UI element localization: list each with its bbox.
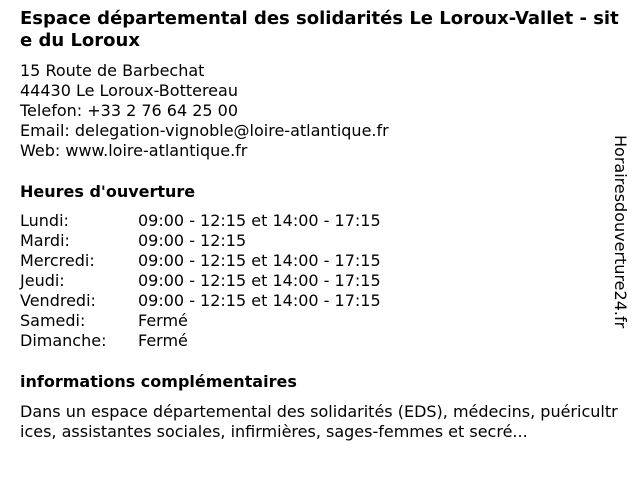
- day-label: Vendredi:: [20, 291, 96, 310]
- city-address: 44430 Le Loroux-Bottereau: [20, 81, 238, 100]
- day-label: Lundi:: [20, 211, 69, 230]
- website: Web: www.loire-atlantique.fr: [20, 141, 248, 160]
- business-info-card: [20, 0, 620, 442]
- address-block: [20, 61, 620, 161]
- opening-time: 09:00 - 12:15: [138, 231, 247, 250]
- day-label: Samedi:: [20, 311, 86, 330]
- hours-heading: Heures d'ouverture: [20, 182, 196, 201]
- opening-time: 09:00 - 12:15 et 14:00 - 17:15: [138, 251, 381, 270]
- opening-time: 09:00 - 12:15 et 14:00 - 17:15: [138, 291, 381, 310]
- street-address: 15 Route de Barbechat: [20, 61, 205, 80]
- site-watermark: Horairesdouverture24.fr: [611, 135, 630, 329]
- opening-time: Fermé: [138, 311, 188, 330]
- info-heading: informations complémentaires: [20, 372, 297, 391]
- day-label: Jeudi:: [20, 271, 65, 290]
- opening-time: 09:00 - 12:15 et 14:00 - 17:15: [138, 271, 381, 290]
- day-label: Mardi:: [20, 231, 70, 250]
- hours-row-tuesday: [20, 231, 620, 251]
- phone-number: Telefon: +33 2 76 64 25 00: [20, 101, 239, 120]
- hours-row-sunday: [20, 331, 620, 351]
- opening-time: Fermé: [138, 331, 188, 350]
- hours-row-friday: [20, 291, 620, 311]
- opening-time: 09:00 - 12:15 et 14:00 - 17:15: [138, 211, 381, 230]
- day-label: Mercredi:: [20, 251, 95, 270]
- email-address: Email: delegation-vignoble@loire-atlantique.fr: [20, 121, 389, 140]
- hours-row-saturday: [20, 311, 620, 331]
- hours-row-thursday: [20, 271, 620, 291]
- info-description: Dans un espace départemental des solidarités (EDS), médecins, puéricultrices, assistantes sociales, infirmières, sages-femmes et secré...: [20, 402, 618, 441]
- page-title: Espace départemental des solidarités Le Loroux-Vallet - site du Loroux: [20, 8, 619, 51]
- hours-row-monday: [20, 211, 620, 231]
- hours-table: [20, 211, 620, 351]
- hours-row-wednesday: [20, 251, 620, 271]
- day-label: Dimanche:: [20, 331, 107, 350]
